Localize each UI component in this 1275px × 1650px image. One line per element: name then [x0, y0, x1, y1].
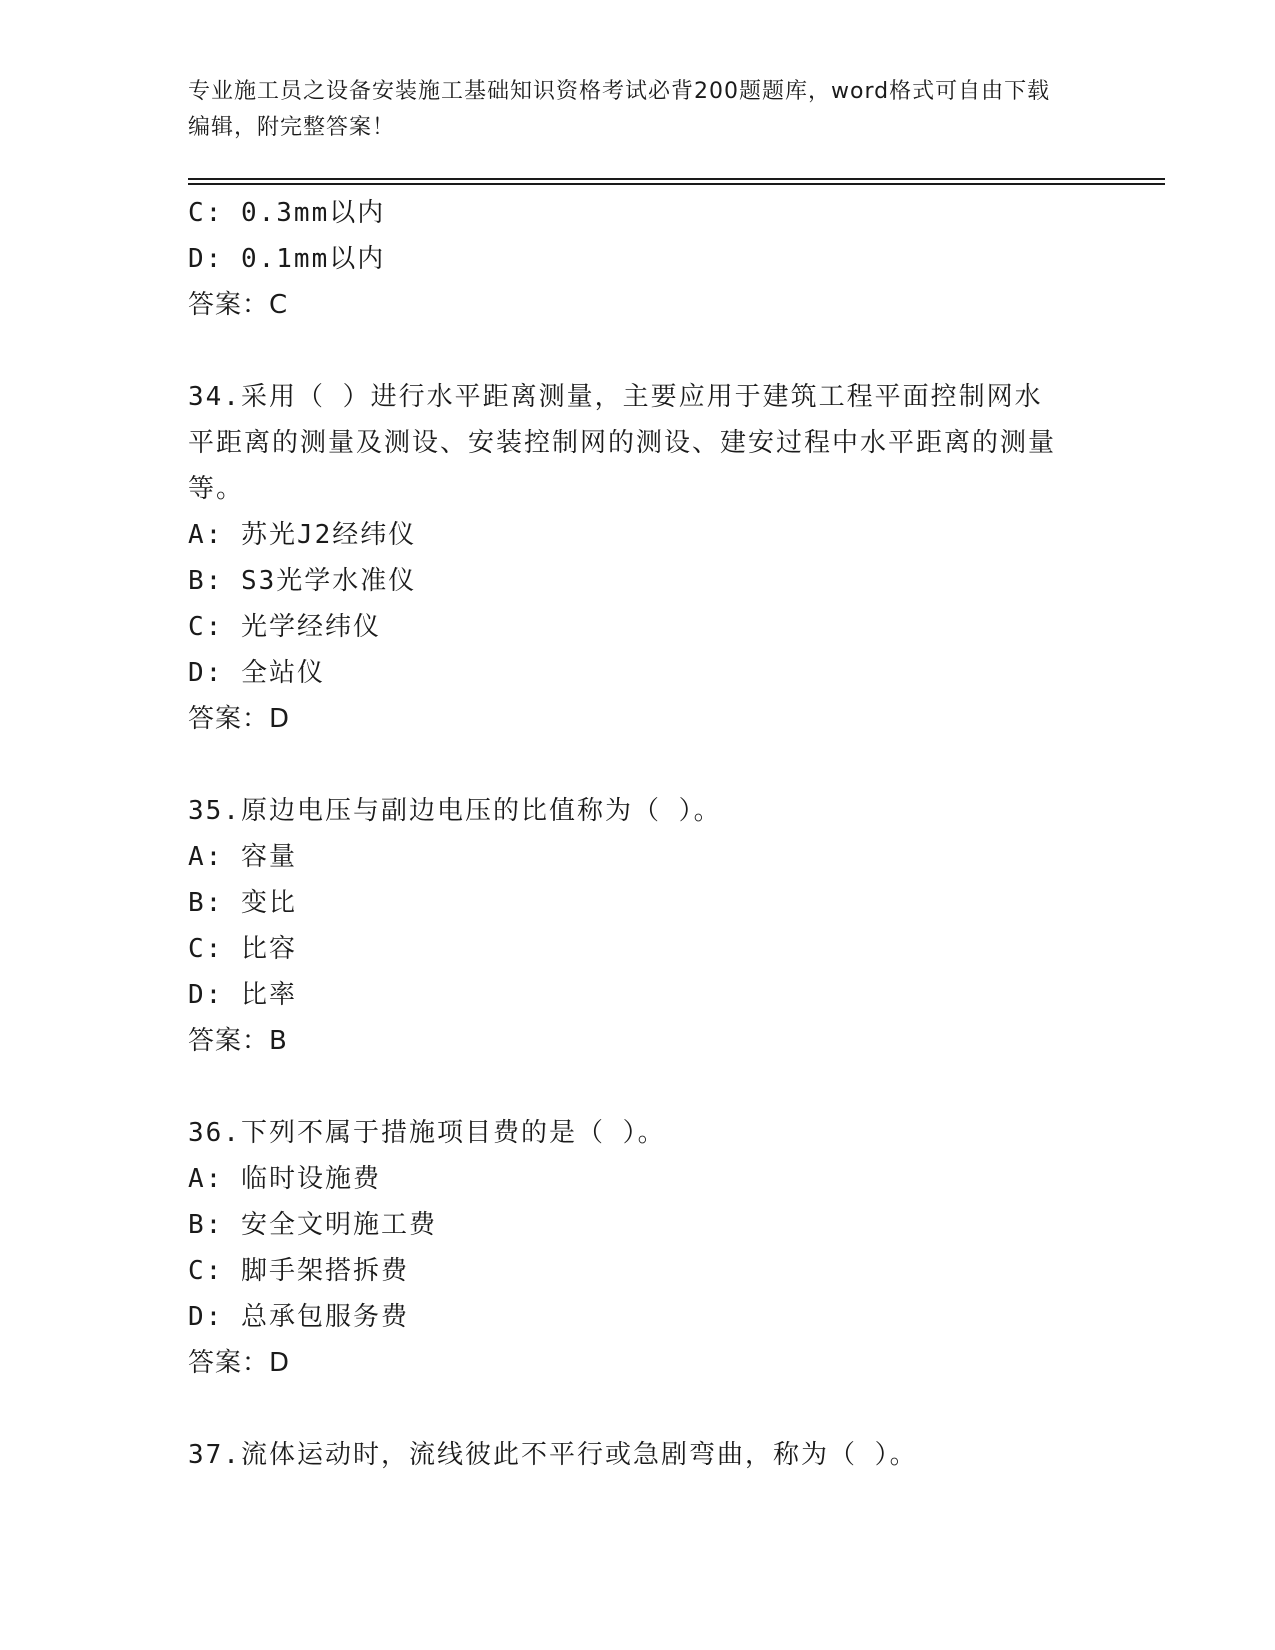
- option-b: B: 变比: [188, 888, 297, 918]
- spacer: [188, 1386, 1068, 1432]
- question-block: [188, 374, 1068, 742]
- document-body: [188, 190, 1068, 1478]
- document-header: [188, 74, 1068, 146]
- option-d: D: 全站仪: [188, 658, 325, 688]
- header-divider-top: [188, 178, 1165, 180]
- question-block: [188, 1110, 1068, 1386]
- header-divider-bottom: [188, 183, 1165, 185]
- answer-line: 答案：C: [188, 290, 289, 320]
- question-stem: 34.采用（ ）进行水平距离测量，主要应用于建筑工程平面控制网水平距离的测量及测设、安装控制网的测设、建安过程中水平距离的测量等。: [188, 382, 1057, 504]
- option-c: C: 脚手架搭拆费: [188, 1256, 409, 1286]
- option-d: D: 总承包服务费: [188, 1302, 409, 1332]
- answer-line: 答案：B: [188, 1026, 288, 1056]
- question-stem: 36.下列不属于措施项目费的是（ ）。: [188, 1118, 666, 1148]
- question-block: [188, 1432, 1068, 1478]
- option-c: C: 光学经纬仪: [188, 612, 381, 642]
- spacer: [188, 1064, 1068, 1110]
- option-a: A: 容量: [188, 842, 297, 872]
- option-list: [188, 190, 1068, 282]
- option-d: D: 0.1mm以内: [188, 244, 386, 274]
- spacer: [188, 328, 1068, 374]
- answer-line: 答案：D: [188, 704, 291, 734]
- answer-line: 答案：D: [188, 1348, 291, 1378]
- question-stem: 35.原边电压与副边电压的比值称为（ ）。: [188, 796, 722, 826]
- option-c: C: 0.3mm以内: [188, 198, 386, 228]
- option-b: B: S3光学水准仪: [188, 566, 417, 596]
- question-block: [188, 788, 1068, 1064]
- document-title: 专业施工员之设备安装施工基础知识资格考试必背200题题库，word格式可自由下载编辑，附完整答案！: [188, 79, 1051, 140]
- option-d: D: 比率: [188, 980, 297, 1010]
- option-b: B: 安全文明施工费: [188, 1210, 437, 1240]
- option-a: A: 苏光J2经纬仪: [188, 520, 417, 550]
- question-stem: 37.流体运动时，流线彼此不平行或急剧弯曲，称为（ ）。: [188, 1440, 918, 1470]
- option-c: C: 比容: [188, 934, 297, 964]
- option-a: A: 临时设施费: [188, 1164, 381, 1194]
- spacer: [188, 742, 1068, 788]
